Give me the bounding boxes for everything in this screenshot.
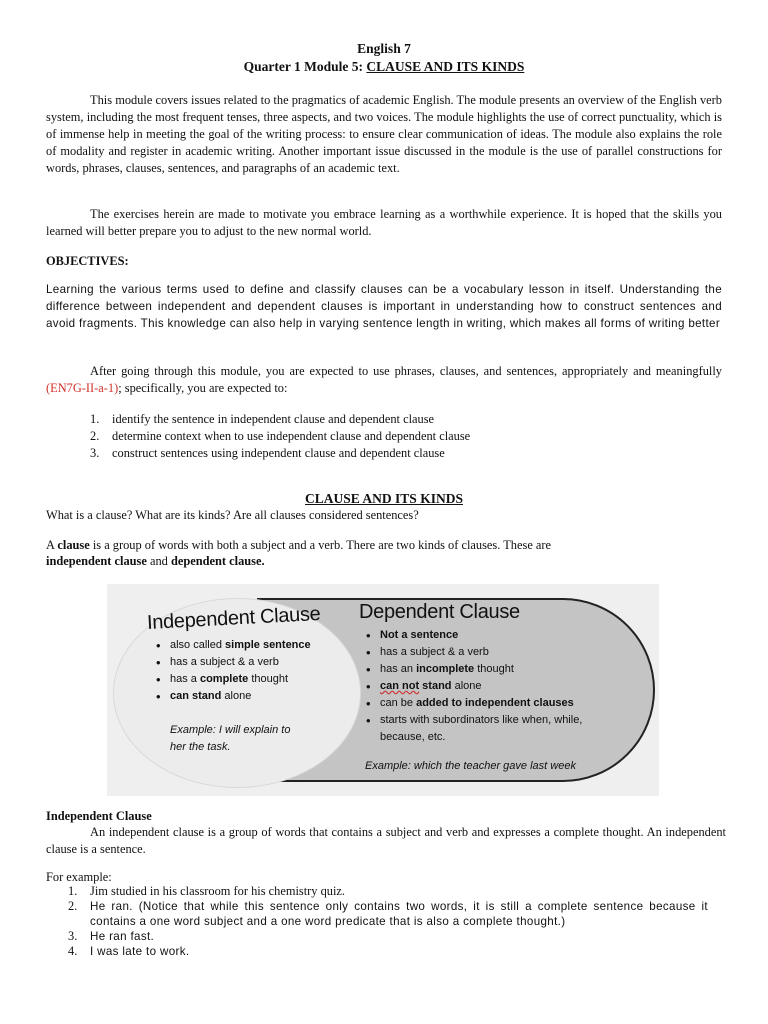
bullet-text: can be: [380, 697, 417, 709]
list-text: He ran. (Notice that while this sentence only contains two words, it is still a complete sentence because it contains a one word subject and a one word predicate that is also a complete thought.): [90, 900, 708, 928]
bullet-bold: can not: [380, 680, 420, 692]
list-item: [156, 671, 356, 688]
list-text: determine context when to use independent clause and dependent clause: [112, 429, 471, 443]
bullet-bold: added to independent clauses: [416, 697, 574, 709]
bullet-bold: incomplete: [416, 663, 475, 675]
term-independent-clause: independent clause: [46, 554, 147, 568]
independent-clause-heading: Independent Clause: [46, 809, 152, 823]
list-text: Jim studied in his classroom for his chemistry quiz.: [90, 884, 346, 898]
bullet-bold: stand: [419, 680, 452, 692]
list-number: 4.: [68, 944, 78, 958]
independent-bullets: [156, 637, 356, 705]
list-text: He ran fast.: [90, 930, 155, 943]
bullet-bold: complete: [199, 673, 249, 685]
bullet-bold: simple sentence: [225, 639, 311, 651]
objectives-heading: OBJECTIVES:: [46, 254, 129, 268]
objectives-paragraph: Learning the various terms used to define and classify clauses can be a vocabulary lesson in itself. Understanding the difference between independent and dependent clauses is important in understanding how to construct sentences and avoid fragments. This knowledge can also help in varying sentence length in writing, which makes all forms of writing better: [46, 283, 722, 330]
dependent-bullets: [366, 627, 646, 746]
intro-paragraph-1: This module covers issues related to the pragmatics of academic English. The module presents an overview of the English verb system, including the most frequent tenses, three aspects, and two voices. The module highlights the use of correct punctuality, which is of immense help in meeting the goal of the writing process: to ensure clear communication of ideas. The module also explains the role of modality and register in academic writing. Another important issue discussed in the module is the use of parallel constructions for words, phrases, clauses, sentences, and paragraphs of an academic text.: [46, 93, 722, 175]
list-item: [366, 644, 646, 661]
intro-paragraph-2: The exercises herein are made to motivate you embrace learning as a worthwhile experience. It is hoped that the skills you learned will better prepare you to adjust to the new normal world.: [46, 207, 722, 238]
definition-text: A: [46, 538, 58, 552]
module-prefix: Quarter 1 Module 5:: [243, 59, 364, 74]
independent-example: [170, 722, 290, 756]
objectives-text-after: ; specifically, you are expected to:: [118, 381, 288, 395]
independent-clause-title: Independent Clause: [146, 602, 321, 634]
list-item: [366, 695, 646, 712]
dependent-example: Example: which the teacher gave last week: [365, 760, 576, 772]
bullet-text: has a: [170, 673, 200, 685]
list-item: [156, 688, 356, 705]
clause-definition: [46, 537, 722, 554]
term-dependent-clause: dependent clause.: [170, 554, 265, 568]
independent-clause-definition: An independent clause is a group of words that contains a subject and verb and expresses a complete thought. An independent clause is a sentence.: [46, 825, 726, 856]
bullet-text: starts with subordinators like when, while,: [380, 714, 583, 726]
bullet-text: thought: [474, 663, 514, 675]
objectives-list: [90, 411, 730, 462]
section-question: What is a clause? What are its kinds? Are all clauses considered sentences?: [46, 508, 419, 522]
module-title: CLAUSE AND ITS KINDS: [366, 59, 525, 74]
section-title: CLAUSE AND ITS KINDS: [305, 491, 463, 506]
for-example-label: For example:: [46, 870, 112, 884]
bullet-text: has a subject & a verb: [170, 656, 279, 668]
bullet-bold: can stand: [170, 690, 222, 702]
bullet-text: has a subject & a verb: [380, 646, 489, 658]
list-number: 3.: [68, 929, 78, 943]
list-item: [90, 411, 730, 428]
bullet-text: alone: [221, 690, 252, 702]
list-text: identify the sentence in independent clause and dependent clause: [112, 412, 435, 426]
example-line: her the task.: [170, 741, 231, 753]
list-item: [156, 654, 356, 671]
list-number: 2.: [68, 899, 78, 913]
list-item: [366, 627, 646, 644]
list-number: 1.: [90, 412, 100, 426]
list-item: [68, 944, 708, 959]
clause-diagram: [107, 584, 659, 796]
independent-examples-list: [68, 884, 708, 959]
list-item: [68, 884, 708, 899]
example-line: Example: I will explain to: [170, 724, 291, 736]
list-text: I was late to work.: [90, 945, 190, 958]
document-title: [0, 58, 768, 75]
list-number: 3.: [90, 446, 100, 460]
bullet-text: because, etc.: [380, 731, 446, 743]
term-clause: clause: [57, 538, 90, 552]
definition-text: is a group of words with both a subject and a verb. There are two kinds of clauses. These are: [89, 538, 552, 552]
competency-code: (EN7G-II-a-1): [46, 381, 119, 395]
document-subject: English 7: [357, 41, 411, 56]
bullet-text: also called: [170, 639, 226, 651]
list-item: [366, 678, 646, 695]
objectives-text-before: After going through this module, you are expected to use phrases, clauses, and sentences, appropriately and meaningfully: [90, 364, 722, 378]
objectives-paragraph-2: [46, 363, 722, 397]
clause-kinds: [46, 553, 265, 570]
definition-text: and: [146, 554, 171, 568]
list-item: [156, 637, 356, 654]
dependent-clause-title: Dependent Clause: [359, 601, 520, 623]
list-text: construct sentences using independent clause and dependent clause: [112, 446, 445, 460]
bullet-bold: Not a sentence: [380, 629, 459, 641]
list-item: [366, 712, 646, 746]
list-item: [90, 428, 730, 445]
list-item: [68, 929, 708, 944]
bullet-text: has an: [380, 663, 417, 675]
bullet-text: thought: [248, 673, 289, 685]
list-item: [68, 899, 708, 929]
list-item: [366, 661, 646, 678]
list-item: [90, 445, 730, 462]
bullet-text: alone: [451, 680, 482, 692]
list-number: 2.: [90, 429, 100, 443]
list-number: 1.: [68, 884, 78, 898]
